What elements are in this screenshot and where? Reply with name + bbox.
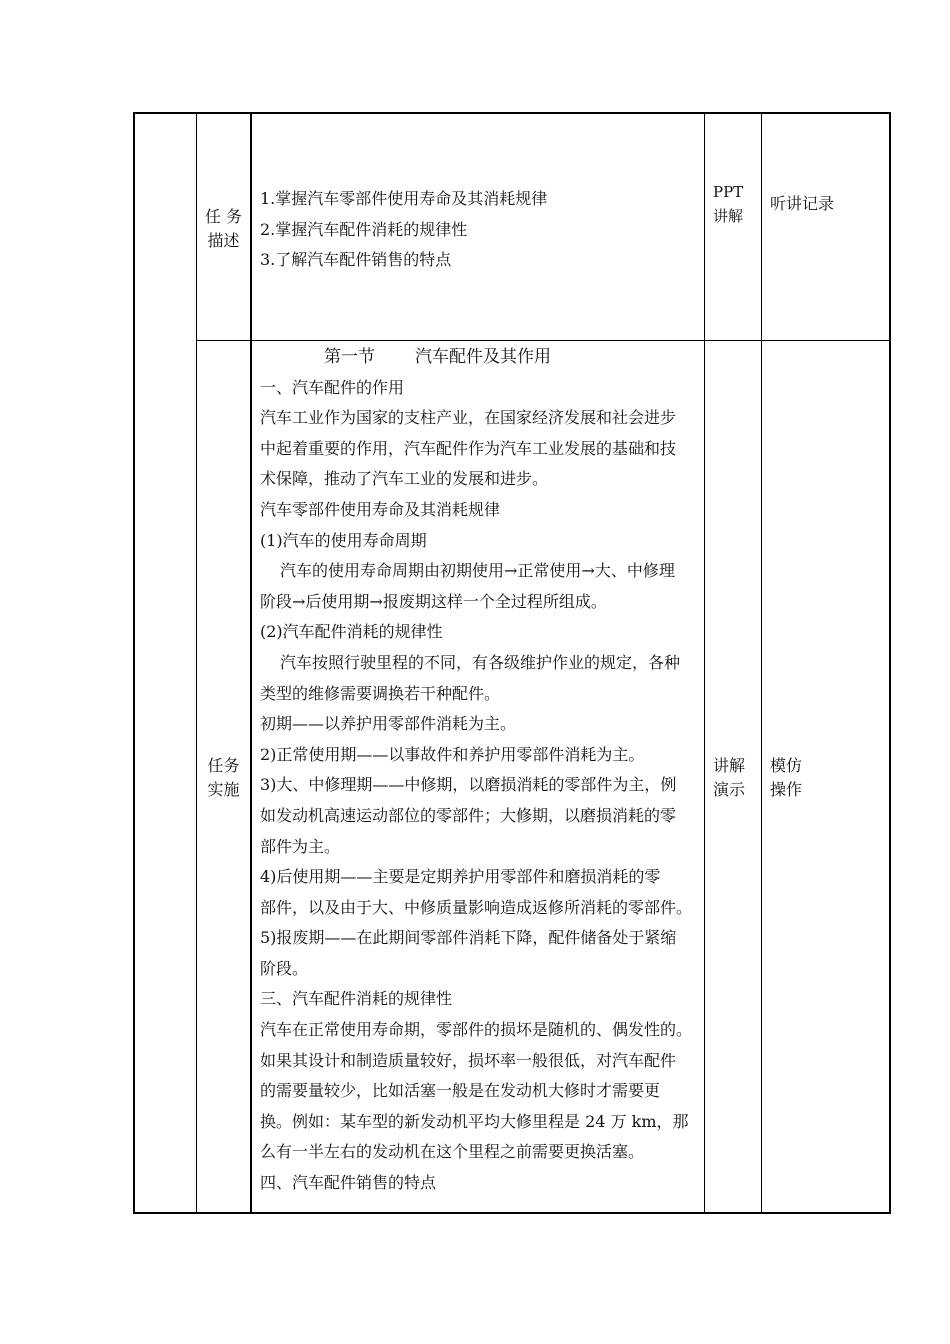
objective-item: 2.掌握汽车配件消耗的规律性 — [260, 219, 468, 239]
section-title — [260, 342, 692, 373]
content-line: 汽车按照行驶里程的不同，有各级维护作业的规定，各种 — [280, 652, 681, 672]
content-line: 么有一半左右的发动机在这个里程之前需要更换活塞。 — [260, 1142, 645, 1162]
content-line: 汽车工业作为国家的支柱产业，在国家经济发展和社会进步 — [260, 408, 677, 428]
label-line: 任 务 — [204, 207, 243, 226]
teaching-method — [713, 754, 745, 802]
column-divider — [761, 114, 762, 1212]
content-line: 初期——以养护用零部件消耗为主。 — [260, 714, 517, 734]
lesson-table — [133, 112, 891, 1214]
content-line: 5)报废期——在此期间零部件消耗下降，配件储备处于紧缩 — [260, 928, 677, 948]
content-line: 2)正常使用期——以事故件和养护用零部件消耗为主。 — [260, 744, 645, 764]
content-line: 3)大、中修理期——中修期，以磨损消耗的零部件为主，例 — [260, 775, 677, 795]
task-description-content — [260, 184, 547, 276]
objective-item: 1.掌握汽车零部件使用寿命及其消耗规律 — [260, 189, 548, 208]
content-line: 部件，以及由于大、中修质量影响造成返修所消耗的零部件。 — [260, 897, 693, 917]
method-line: 讲解 — [713, 207, 744, 225]
task-implementation-label — [197, 754, 250, 802]
content-line: 如果其设计和制造质量较好，损坏率一般很低，对汽车配件 — [260, 1050, 677, 1070]
content-line: 汽车的使用寿命周期由初期使用→正常使用→大、中修理 — [280, 561, 675, 581]
row-divider — [196, 340, 889, 341]
content-line: 如发动机高速运动部位的零部件；大修期，以磨损消耗的零 — [260, 805, 677, 825]
content-line: (1)汽车的使用寿命周期 — [260, 530, 427, 550]
section-heading: 汽车配件及其作用 — [415, 347, 551, 367]
content-line: 中起着重要的作用，汽车配件作为汽车工业发展的基础和技 — [260, 438, 677, 458]
content-line: 阶段→后使用期→报废期这样一个全过程所组成。 — [260, 591, 607, 611]
column-divider — [704, 114, 705, 1212]
content-line: 汽车在正常使用寿命期，零部件的损坏是随机的、偶发性的。 — [260, 1020, 693, 1040]
method-line: 讲解 — [713, 756, 746, 775]
content-line: 类型的维修需要调换若干种配件。 — [260, 683, 501, 703]
content-line: 的需要量较少，比如活塞一般是在发动机大修时才需要更 — [260, 1081, 661, 1101]
content-line: 一、汽车配件的作用 — [260, 377, 405, 397]
section-number: 第一节 — [324, 347, 375, 367]
content-line: 汽车零部件使用寿命及其消耗规律 — [260, 499, 501, 519]
student-activity: 听讲记录 — [770, 194, 835, 213]
content-line: 阶段。 — [260, 958, 309, 978]
label-line: 实施 — [207, 780, 240, 799]
content-line: 部件为主。 — [260, 836, 341, 856]
column-divider — [250, 114, 252, 1212]
label-line: 描述 — [207, 231, 240, 250]
method-line: PPT — [713, 183, 744, 201]
content-line: 术保障，推动了汽车工业的发展和进步。 — [260, 469, 549, 489]
method-line: 演示 — [713, 780, 746, 799]
column-divider — [196, 114, 197, 1212]
objective-item: 3.了解汽车配件销售的特点 — [260, 250, 452, 270]
student-activity — [770, 754, 802, 802]
activity-line: 模仿 — [770, 756, 803, 775]
content-line: 四、汽车配件销售的特点 — [260, 1173, 437, 1193]
content-line: 4)后使用期——主要是定期养护用零部件和磨损消耗的零 — [260, 867, 661, 887]
activity-line: 操作 — [770, 780, 803, 799]
content-line: (2)汽车配件消耗的规律性 — [260, 622, 443, 642]
label-line: 任务 — [207, 756, 240, 775]
content-line: 三、汽车配件消耗的规律性 — [260, 989, 453, 1009]
task-implementation-content — [260, 342, 692, 1199]
task-description-label — [197, 205, 250, 253]
content-line: 换。例如：某车型的新发动机平均大修里程是 24 万 km，那 — [260, 1111, 689, 1131]
teaching-method — [713, 180, 753, 228]
